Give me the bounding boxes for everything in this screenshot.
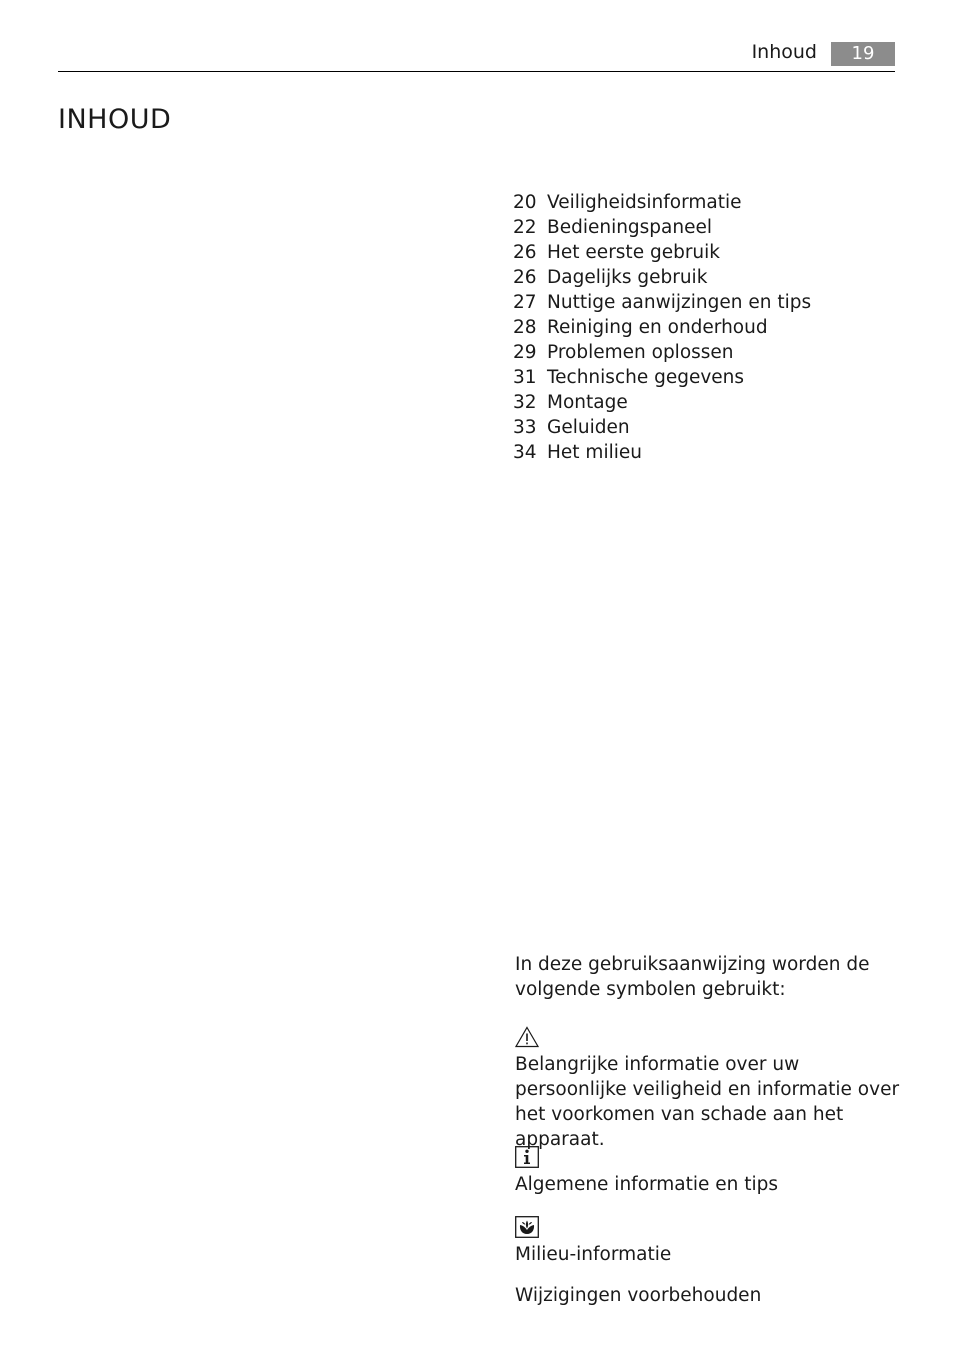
toc-page-number: 20 xyxy=(513,192,537,213)
toc-page-number: 33 xyxy=(513,417,537,438)
toc-label: Technische gegevens xyxy=(547,367,745,388)
toc-item[interactable] xyxy=(513,240,811,265)
info-symbol-text: Algemene informatie en tips xyxy=(515,1174,779,1195)
toc-page-number: 34 xyxy=(513,442,537,463)
toc-item[interactable] xyxy=(513,440,811,465)
toc-item[interactable] xyxy=(513,340,811,365)
toc-page-number: 28 xyxy=(513,317,537,338)
toc-label: Het eerste gebruik xyxy=(547,242,721,263)
running-header-section: Inhoud xyxy=(751,41,817,63)
toc-label: Veiligheidsinformatie xyxy=(547,192,742,213)
footer-note: Wijzigingen voorbehouden xyxy=(515,1285,762,1306)
page-number: 19 xyxy=(831,42,895,66)
warning-symbol-text: Belangrijke informatie over uw persoonlijke veiligheid en informatie over het voorkomen van schade aan het apparaat. xyxy=(515,1054,900,1150)
toc-label: Montage xyxy=(547,392,628,413)
toc-item[interactable] xyxy=(513,215,811,240)
toc-page-number: 32 xyxy=(513,392,537,413)
environment-symbol-text: Milieu-informatie xyxy=(515,1244,672,1265)
toc-label: Reiniging en onderhoud xyxy=(547,317,768,338)
toc-item[interactable] xyxy=(513,190,811,215)
toc-label: Bedieningspaneel xyxy=(547,217,713,238)
toc-label: Problemen oplossen xyxy=(547,342,734,363)
symbols-intro: In deze gebruiksaanwijzing worden de volgende symbolen gebruikt: xyxy=(515,954,870,1000)
toc-page-number: 29 xyxy=(513,342,537,363)
toc-page-number: 22 xyxy=(513,217,537,238)
toc-label: Geluiden xyxy=(547,417,630,438)
toc-item[interactable] xyxy=(513,290,811,315)
page-title: INHOUD xyxy=(58,104,172,135)
toc-page-number: 26 xyxy=(513,267,537,288)
toc-page-number: 31 xyxy=(513,367,537,388)
toc-page-number: 27 xyxy=(513,292,537,313)
warning-triangle-icon xyxy=(515,1026,539,1048)
toc-label: Het milieu xyxy=(547,442,642,463)
toc-item[interactable] xyxy=(513,265,811,290)
toc-item[interactable] xyxy=(513,315,811,340)
toc-item[interactable] xyxy=(513,415,811,440)
toc-item[interactable] xyxy=(513,390,811,415)
toc-item[interactable] xyxy=(513,365,811,390)
table-of-contents xyxy=(513,190,811,465)
info-icon xyxy=(515,1146,539,1168)
toc-page-number: 26 xyxy=(513,242,537,263)
header-rule xyxy=(58,71,895,72)
toc-label: Dagelijks gebruik xyxy=(547,267,708,288)
toc-label: Nuttige aanwijzingen en tips xyxy=(547,292,812,313)
environment-icon xyxy=(515,1216,539,1238)
